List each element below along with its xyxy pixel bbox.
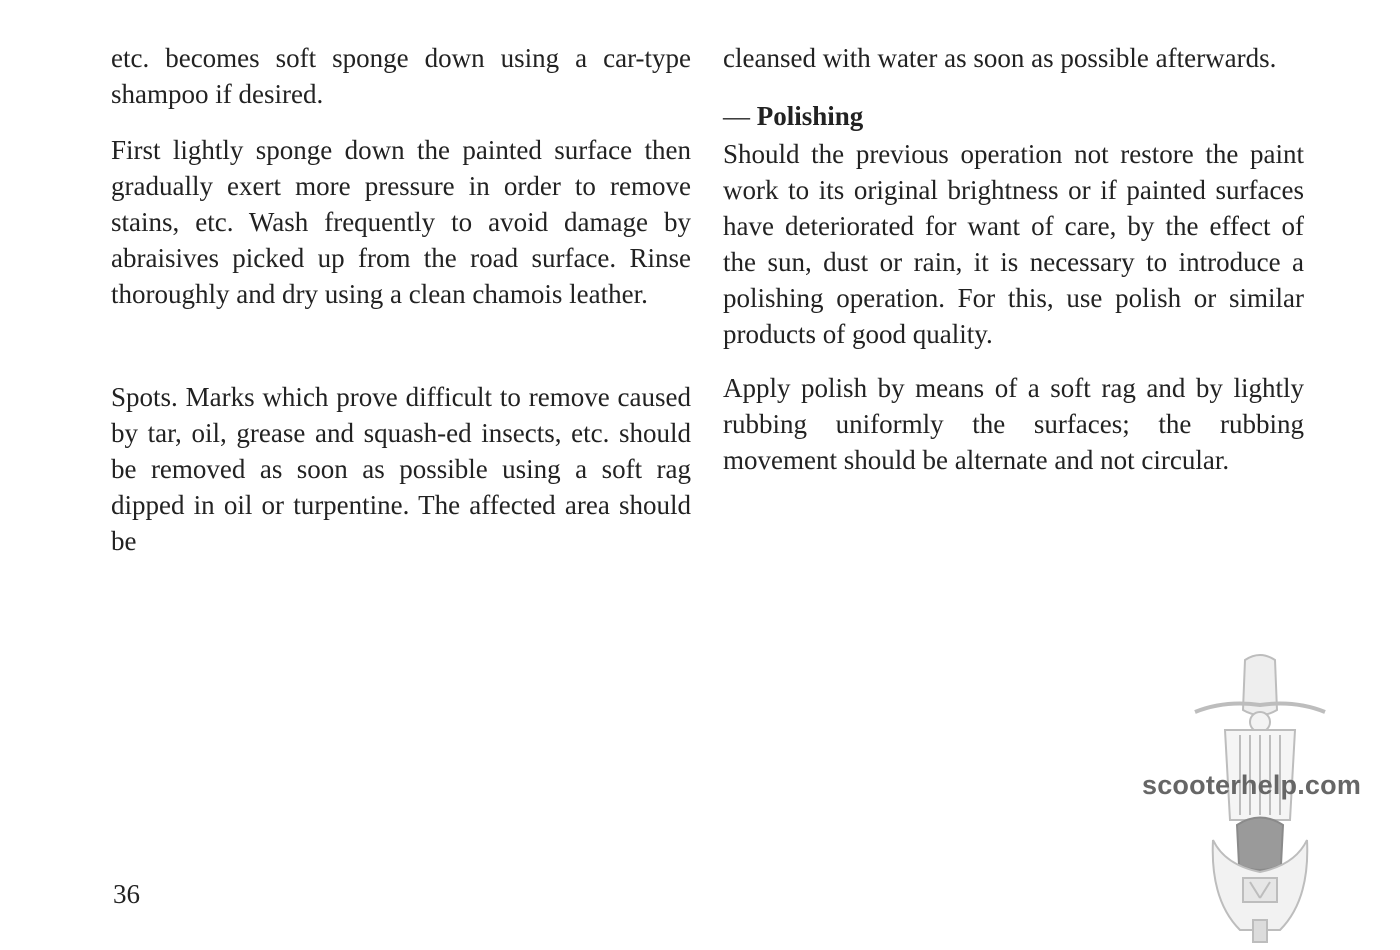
- heading-text: Polishing: [756, 101, 864, 131]
- right-column: [723, 40, 1304, 478]
- page-number: 36: [113, 879, 140, 909]
- paragraph-cleansed: cleansed with water as soon as possible afterwards.: [723, 43, 1277, 73]
- spacer: [723, 76, 1304, 96]
- watermark-text: scooterhelp.com: [1142, 770, 1362, 800]
- heading-dash: —: [723, 101, 750, 131]
- spacer: [111, 112, 691, 132]
- paragraph-polishing-operation: Should the previous operation not restore the paint work to its original brightness or if painted surfaces have deteriorated for want of care, by the effect of the sun, dust or rain, it is necessary to introduce a polishing operation. For this, use polish or similar products of good quality.: [723, 139, 1304, 349]
- spacer: [111, 312, 691, 379]
- paragraph-sponge-down: First lightly sponge down the painted surface then gradually exert more pressure in order to remove stains, etc. Wash frequently to avoid damage by abraisives picked up from the road surface. Rinse thoroughly and dry using a clean chamois leather.: [111, 135, 691, 309]
- paragraph-car-shampoo: etc. becomes soft sponge down using a car-type shampoo if desired.: [111, 43, 691, 109]
- paragraph-spots: Spots. Marks which prove difficult to remove caused by tar, oil, grease and squash-ed insects, etc. should be removed as soon as possible using a soft rag dipped in oil or turpentine. The affected area should be: [111, 382, 691, 556]
- spacer: [723, 352, 1304, 370]
- paragraph-apply-polish: Apply polish by means of a soft rag and by lightly rubbing uniformly the surfaces; the rubbing movement should be alternate and not circular.: [723, 373, 1304, 475]
- section-heading-polishing: [723, 96, 1304, 136]
- left-column: [111, 40, 691, 559]
